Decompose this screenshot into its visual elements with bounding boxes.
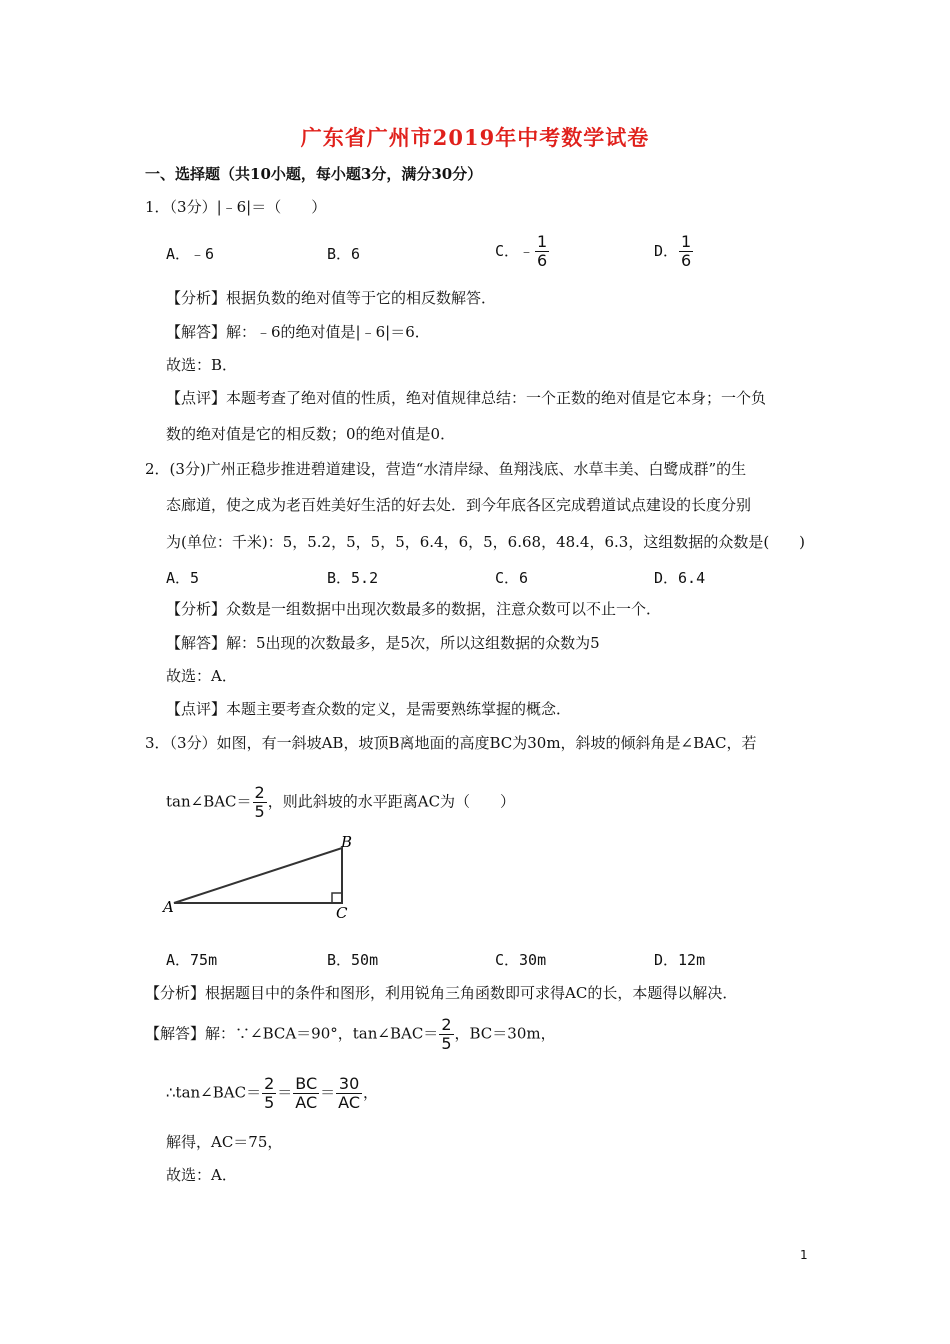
q3-therefore-post: ， — [363, 1083, 379, 1102]
frac-denominator: 5 — [264, 1093, 275, 1112]
q3-answer-post: ，BC＝30m， — [454, 1024, 556, 1043]
q2-option-c: C．6 — [495, 569, 529, 587]
frac-denominator: 6 — [537, 251, 548, 270]
slope-triangle-figure — [160, 832, 360, 922]
equals-sign: ＝ — [320, 1083, 336, 1102]
q2-option-d: D．6.4 — [654, 569, 706, 587]
q1-answer: 【解答】解：﹣6的绝对值是|﹣6|＝6． — [166, 323, 430, 341]
q2-stem-line3: 为(单位：千米)：5，5.2，5，5，5，6.4，6，5，6.68，48.4，6.3，这组数据的众数是( ) — [166, 533, 806, 551]
q3-answer-pre: 【解答】解：∵∠BCA＝90°，tan∠BAC＝ — [145, 1024, 439, 1043]
right-angle-marker — [332, 893, 342, 903]
q2-analysis: 【分析】众数是一组数据中出现次数最多的数据，注意众数可以不止一个． — [166, 600, 662, 618]
q2-answer: 【解答】解：5出现的次数最多，是5次，所以这组数据的众数为5 — [166, 634, 600, 652]
q1-option-c — [495, 233, 550, 270]
q3-answer-fraction — [439, 1016, 453, 1053]
q3-option-d: D．12m — [654, 951, 706, 969]
q3-stem-question: ，则此斜坡的水平距离AC为（ ） — [267, 792, 516, 811]
label-c: C — [336, 904, 348, 922]
q1-option-d-fraction — [679, 233, 693, 270]
frac-numerator: 2 — [254, 783, 265, 802]
q3-answer — [145, 1016, 556, 1053]
q1-option-a: A．﹣6 — [166, 245, 215, 263]
q1-option-c-label: C．﹣ — [495, 242, 535, 260]
equals-sign: ＝ — [277, 1083, 293, 1102]
q3-stem-tan: tan∠BAC＝ — [166, 792, 252, 811]
page-title: 广东省广州市2019年中考数学试卷 — [300, 125, 650, 150]
frac-denominator: 6 — [681, 251, 692, 270]
q1-option-b: B．6 — [327, 245, 361, 263]
q3-option-a: A．75m — [166, 951, 218, 969]
frac-denominator: 5 — [441, 1034, 452, 1053]
fraction-bc-ac — [293, 1075, 319, 1112]
q2-option-a: A．5 — [166, 569, 200, 587]
q2-stem-line1: 2．(3分)广州正稳步推进碧道建设，营造“水清岸绿、鱼翔浅底、水草丰美、白鹭成群”的生 — [145, 460, 747, 478]
q1-option-d — [654, 233, 694, 270]
section-heading: 一、选择题（共10小题，每小题3分，满分30分） — [145, 165, 483, 183]
q3-stem-fraction — [253, 784, 267, 821]
frac-denominator: 5 — [254, 802, 265, 821]
q1-option-d-label: D． — [654, 242, 679, 260]
q1-choice: 故选：B． — [166, 356, 238, 374]
q2-comment: 【点评】本题主要考查众数的定义，是需要熟练掌握的概念． — [166, 700, 572, 718]
q3-stem-line1: 3．（3分）如图，有一斜坡AB，坡顶B离地面的高度BC为30m，斜坡的倾斜角是∠BAC，若 — [145, 734, 757, 752]
frac-denominator: AC — [338, 1093, 361, 1112]
frac-numerator: 2 — [441, 1015, 452, 1034]
label-b: B — [341, 833, 353, 851]
fraction-2-5 — [262, 1075, 276, 1112]
frac-numerator: 2 — [264, 1074, 275, 1093]
frac-denominator: AC — [295, 1093, 318, 1112]
frac-numerator: 30 — [336, 1075, 362, 1094]
q1-analysis: 【分析】根据负数的绝对值等于它的相反数解答． — [166, 289, 497, 307]
page-number: 1 — [800, 1248, 808, 1262]
q2-option-b: B．5.2 — [327, 569, 379, 587]
q3-solve: 解得，AC＝75， — [166, 1133, 283, 1151]
q2-choice: 故选：A． — [166, 667, 237, 685]
q1-option-c-fraction — [535, 233, 549, 270]
frac-numerator: BC — [295, 1074, 318, 1093]
frac-numerator: 1 — [537, 232, 548, 251]
q1-stem: 1．（3分）|﹣6|＝（ ） — [145, 198, 327, 216]
q3-stem-line2 — [166, 784, 515, 821]
q3-option-b: B．50m — [327, 951, 379, 969]
q3-choice: 故选：A． — [166, 1166, 237, 1184]
fraction-30-ac — [336, 1075, 362, 1112]
q3-option-c: C．30m — [495, 951, 547, 969]
q3-analysis: 【分析】根据题目中的条件和图形，利用锐角三角函数即可求得AC的长，本题得以解决． — [145, 984, 738, 1002]
frac-numerator: 1 — [681, 232, 692, 251]
q3-therefore-pre: ∴tan∠BAC＝ — [166, 1083, 262, 1102]
triangle-outline — [174, 848, 342, 903]
label-a: A — [163, 898, 174, 916]
q1-comment-line1: 【点评】本题考查了绝对值的性质，绝对值规律总结：一个正数的绝对值是它本身；一个负 — [166, 389, 767, 407]
q3-therefore — [166, 1075, 378, 1112]
q1-comment-line2: 数的绝对值是它的相反数；0的绝对值是0． — [166, 425, 456, 443]
q2-stem-line2: 态廊道，使之成为老百姓美好生活的好去处．到今年底各区完成碧道试点建设的长度分别 — [166, 496, 752, 514]
